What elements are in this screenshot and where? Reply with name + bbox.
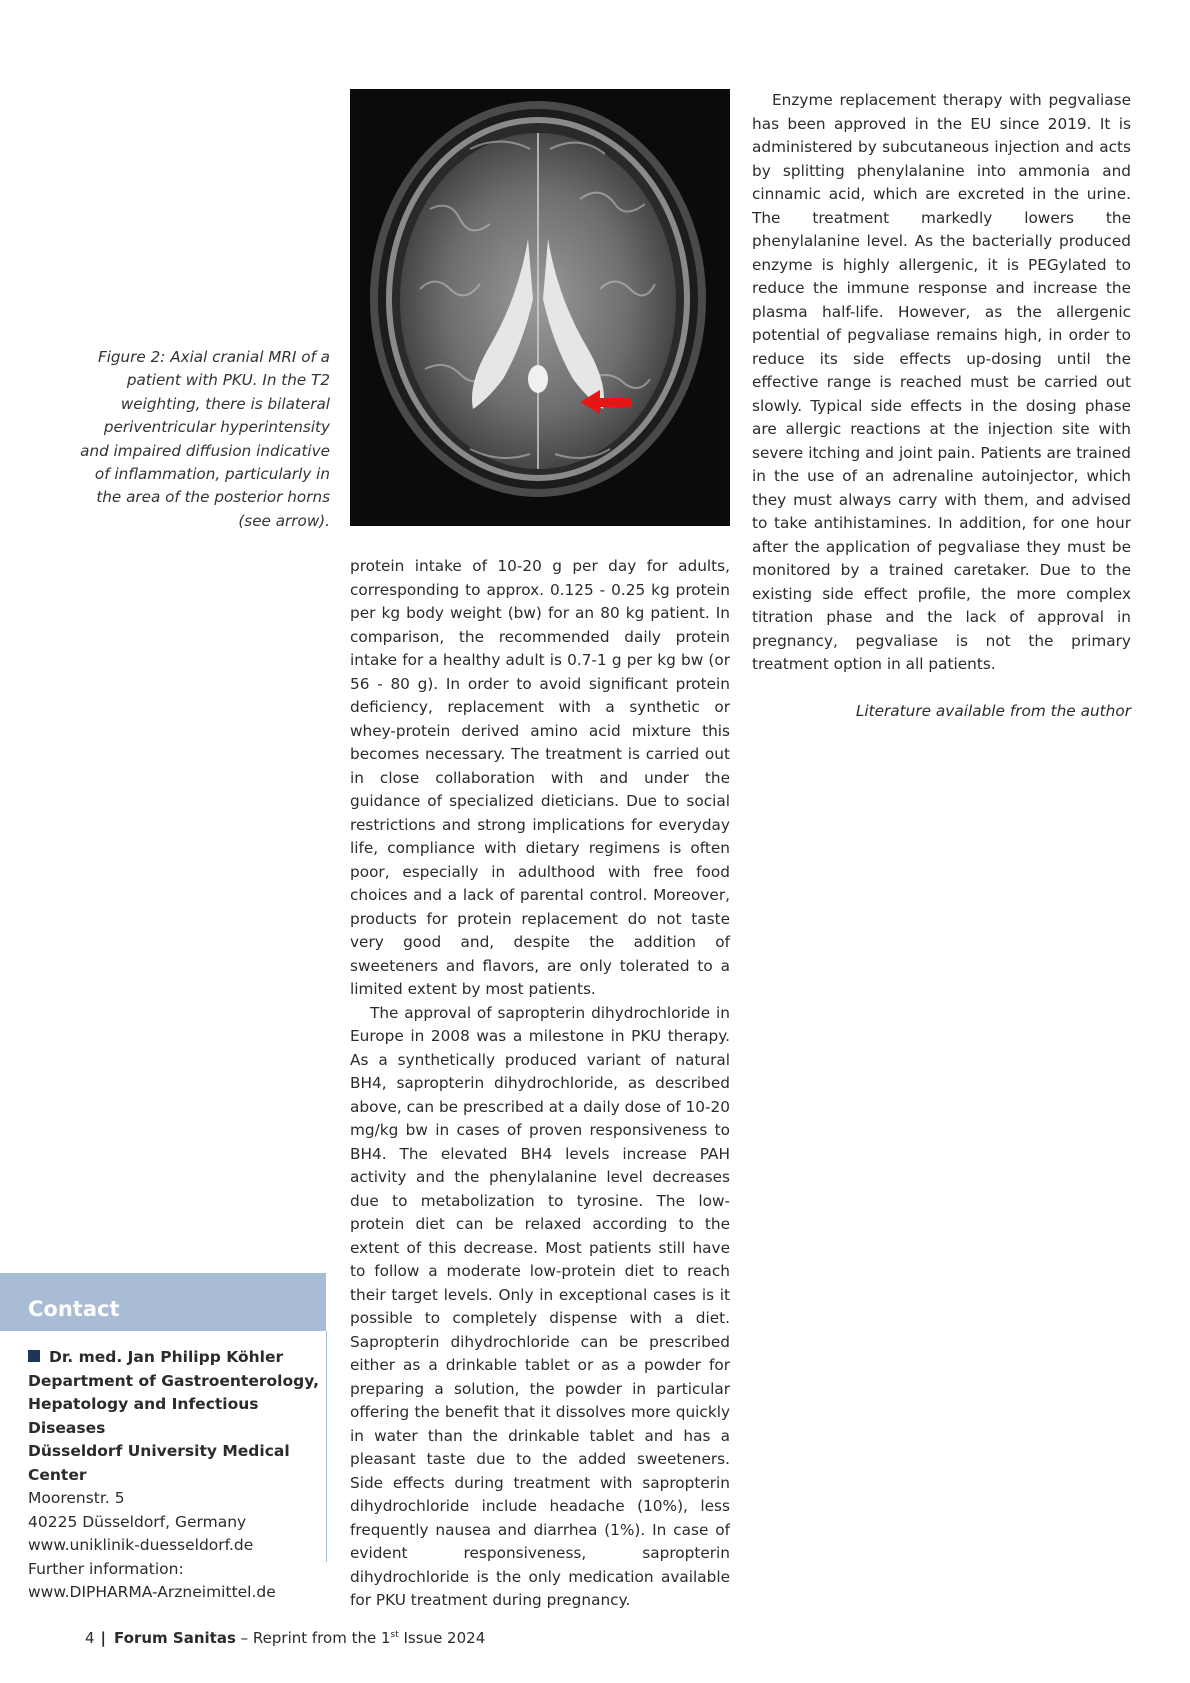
reprint-prefix: – Reprint from the 1 (235, 1629, 391, 1647)
reprint-suffix: Issue 2024 (398, 1629, 486, 1647)
contact-box (28, 1346, 326, 1605)
article-paragraph: The approval of sapropterin dihydrochloride in Europe in 2008 was a milestone in PKU therapy. As a synthetically produced variant of natural BH4, sapropterin dihydrochloride, as described above, can be prescribed at a daily dose of 10-20 mg/kg bw in cases of proven responsiveness to BH4. The elevated BH4 levels increase PAH activity and the phenylalanine level decreases due to metabolization to tyrosine. The low-protein diet can be relaxed according to the extent of this decrease. Most patients still have to follow a moderate low-protein diet to reach their target levels. Only in exceptional cases is it possible to completely dispense with a diet. Sapropterin dihydrochloride can be prescribed either as a drinkable tablet or as a powder for preparing a solution, the powder in particular offering the benefit that it dissolves more quickly in water than the drinkable tablet and has a pleasant taste due to the added sweeteners. Side effects during treatment with sapropterin dihydrochloride include headache (10%), less frequently nausea and diarrhea (1%). In case of evident responsiveness, sapropterin dihydrochloride is the only medication available for PKU treatment during pregnancy. (350, 1003, 730, 1609)
contact-heading: Contact (0, 1273, 326, 1331)
contact-city: 40225 Düsseldorf, Germany (28, 1512, 247, 1531)
figure-caption: Figure 2: Axial cranial MRI of a patient with PKU. In the T2 weighting, there is bilateral periventricular hyperintensity and impaired diffusion indicative of inflammation, particularly in the area of the posterior horns (see arrow). (80, 348, 330, 530)
contact-name: Dr. med. Jan Philipp Köhler (49, 1348, 284, 1366)
contact-further-label: Further information: (28, 1559, 184, 1578)
reprint-sup: st (390, 1630, 399, 1640)
contact-institution: Düsseldorf University Medical Center (28, 1442, 290, 1484)
contact-department: Department of Gastroenterology, Hepatology and Infectious Diseases (28, 1371, 319, 1437)
contact-divider (326, 1331, 327, 1562)
bullet-square-icon (28, 1350, 40, 1362)
mri-brain-scan (350, 89, 730, 526)
article-column-middle (350, 555, 730, 1613)
article-column-right (752, 89, 1131, 723)
literature-note: Literature available from the author (855, 701, 1131, 720)
contact-website[interactable]: www.uniklinik-duesseldorf.de (28, 1536, 254, 1554)
contact-further-website[interactable]: www.DIPHARMA-Arzneimittel.de (28, 1583, 276, 1601)
article-paragraph: protein intake of 10-20 g per day for adults, corresponding to approx. 0.125 - 0.25 kg protein per kg body weight (bw) for an 80 kg patient. In comparison, the recommended daily protein intake for a healthy adult is 0.7-1 g per kg bw (or 56 - 80 g). In order to avoid significant protein deficiency, replacement with a synthetic or whey-protein derived amino acid mixture this becomes necessary. The treatment is carried out in close collaboration with and under the guidance of specialized dieticians. Due to social restrictions and strong implications for everyday life, compliance with dietary regimens is often poor, especially in adulthood with free food choices and a lack of parental control. Moreover, products for protein replacement do not taste very good and, despite the addition of sweeteners and flavors, are only tolerated to a limited extent by most patients. (350, 557, 730, 998)
page-footer (85, 1629, 485, 1647)
contact-street: Moorenstr. 5 (28, 1489, 125, 1507)
page-number: 4 (85, 1629, 95, 1647)
article-paragraph: Enzyme replacement therapy with pegvaliase has been approved in the EU since 2019. It is administered by subcutaneous injection and acts by splitting phenylalanine into ammonia and cinnamic acid, which are excreted in the urine. The treatment markedly lowers the phenylalanine level. As the bacterially produced enzyme is highly allergenic, it is PEGylated to reduce the immune response and increase the plasma half-life. However, as the allergenic potential of pegvaliase remains high, in order to reduce its side effects up-dosing until the effective range is reached must be carried out slowly. Typical side effects in the dosing phase are allergic reactions at the injection site with severe itching and joint pain. Patients are trained in the use of an adrenaline autoinjector, which they must always carry with them, and advised to take antihistamines. In addition, for one hour after the application of pegvaliase they must be monitored by a trained caretaker. Due to the existing side effect profile, the more complex titration phase and the lack of approval in pregnancy, pegvaliase is not the primary treatment option in all patients. (752, 91, 1131, 673)
mri-image (350, 89, 730, 526)
publication-name: Forum Sanitas (114, 1629, 236, 1647)
footer-separator: | (100, 1629, 107, 1647)
